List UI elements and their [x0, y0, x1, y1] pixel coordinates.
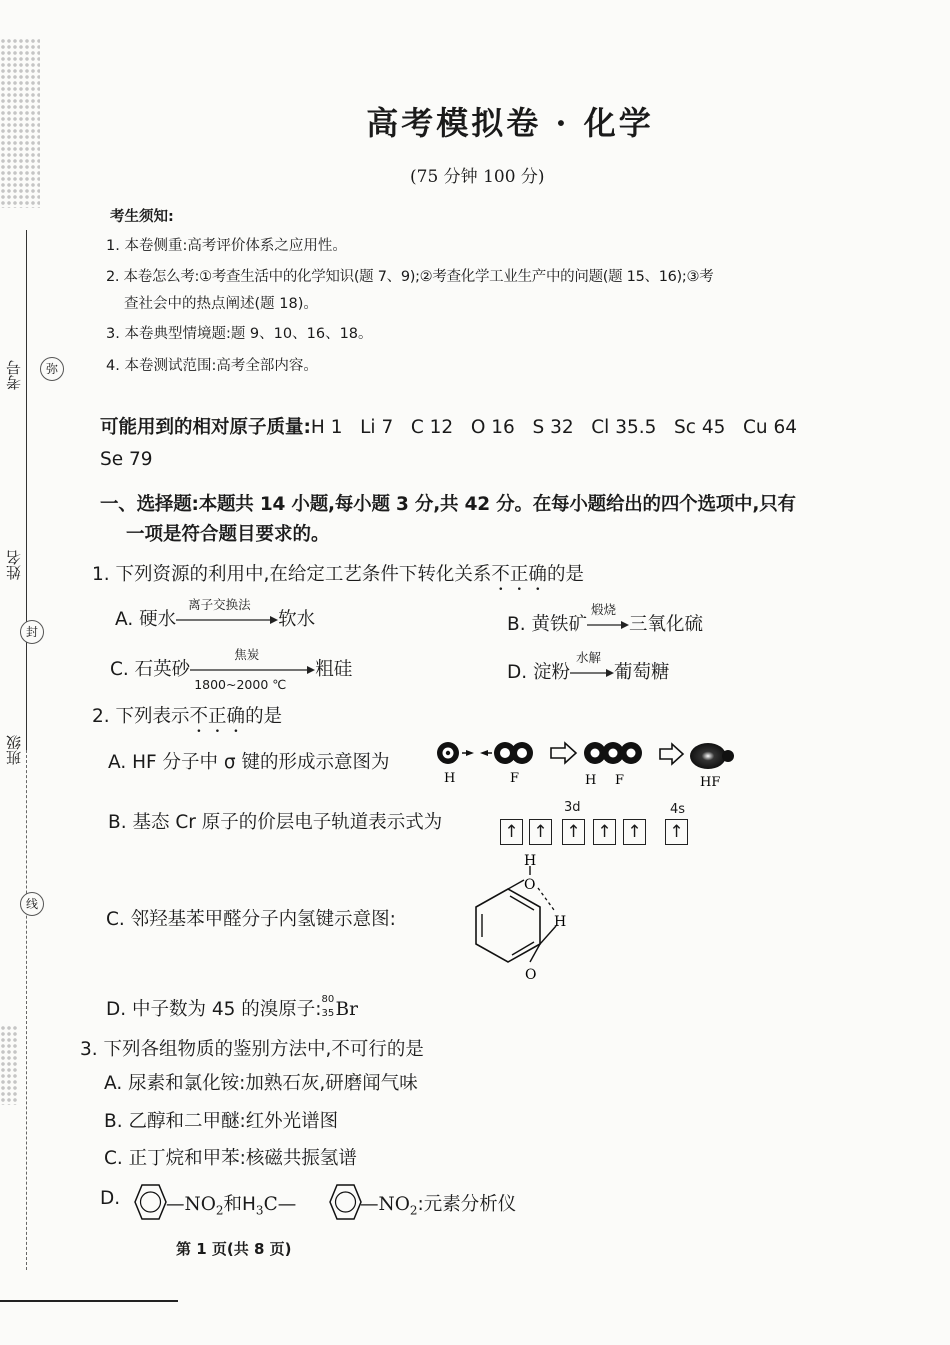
section1-heading-cont: 一项是符合题目要求的。	[126, 524, 330, 545]
hf-label-h2: H	[585, 773, 597, 788]
binding-line	[26, 230, 27, 750]
q3-option-b: B. 乙醇和二甲醚:红外光谱图	[104, 1111, 339, 1132]
hf-label-hf: HF	[700, 775, 721, 788]
seal-mark-mi: 弥	[40, 357, 64, 381]
q3-option-d-label: D.	[100, 1188, 121, 1209]
q1-c-from: C. 石英砂	[110, 659, 191, 680]
q2-d-text: D. 中子数为 45 的溴原子:	[106, 999, 322, 1020]
q1-b-from: B. 黄铁矿	[507, 614, 587, 635]
q1-c-condition-bottom: 1800~2000 ℃	[194, 677, 287, 692]
q1-stem-pre: 1. 下列资源的利用中,在给定工艺条件下转化关系	[92, 564, 492, 585]
q1-d-from: D. 淀粉	[507, 662, 571, 683]
class-label: 班级	[5, 735, 23, 765]
reaction-arrow-icon	[570, 666, 614, 680]
section1-heading: 一、选择题:本题共 14 小题,每小题 3 分,共 42 分。在每小题给出的四个选项中,只有	[100, 494, 796, 515]
q1-d-to: 葡萄糖	[614, 662, 670, 683]
atom-o-hydroxyl: O	[524, 877, 536, 893]
instruction-item-2-cont: 查社会中的热点阐述(题 18)。	[124, 296, 318, 312]
q3-option-d-formula-1	[166, 1190, 296, 1218]
q1-stem-emph: 不正确	[491, 564, 547, 585]
instruction-item-1: 1. 本卷侧重:高考评价体系之应用性。	[106, 238, 347, 254]
orbital-3d-label: 3d	[564, 800, 581, 815]
hydroxybenzaldehyde-structure	[446, 852, 576, 987]
orbital-3d-box-5: ↑	[623, 819, 646, 845]
nitro-sub-2: 2	[409, 1203, 418, 1218]
orbital-4s-box: ↑	[665, 819, 688, 845]
q1-stem-post: 的是	[546, 564, 584, 585]
atom-h-aldehyde: H	[554, 914, 567, 930]
q2-option-c-text: C. 邻羟基苯甲醛分子内氢键示意图:	[106, 909, 396, 930]
q1-c-to: 粗硅	[315, 659, 353, 680]
q2-stem-emph: 不正确	[189, 706, 246, 727]
instruction-item-4: 4. 本卷测试范围:高考全部内容。	[106, 358, 318, 374]
reaction-arrow-icon	[190, 663, 315, 677]
q1-a-condition: 离子交换法	[188, 597, 251, 612]
q2-option-a-text: A. HF 分子中 σ 键的形成示意图为	[108, 752, 390, 773]
orbital-4s-label: 4s	[670, 802, 686, 817]
binding-dashed-line	[26, 750, 27, 1270]
bottom-rule	[0, 1300, 178, 1302]
methyl-sub: 3	[255, 1203, 264, 1218]
methyl-carbon: C—	[263, 1194, 297, 1215]
q1-option-d	[507, 650, 670, 684]
q1-d-condition: 水解	[576, 650, 602, 665]
q3-option-d-formula-2	[360, 1190, 516, 1218]
q1-a-to: 软水	[278, 609, 316, 630]
q1-b-to: 三氧化硫	[628, 614, 703, 635]
q3-option-c: C. 正丁烷和甲苯:核磁共振氢谱	[104, 1148, 357, 1169]
nitro-sub-1: 2	[215, 1203, 224, 1218]
exam-no-label: 考号	[5, 360, 23, 390]
nitro-group-1: —NO	[166, 1194, 216, 1215]
nitro-group-2: —NO	[360, 1194, 410, 1215]
atom-o-aldehyde: O	[525, 967, 537, 983]
name-label: 姓名	[5, 550, 23, 580]
instruction-item-2: 2. 本卷怎么考:①考查生活中的化学知识(题 7、9);②考查化学工业生产中的问题(题 15、16);③考	[106, 269, 714, 285]
q2-stem	[92, 702, 282, 737]
q1-stem	[92, 560, 584, 595]
q1-b-condition: 煅烧	[590, 602, 616, 617]
bromine-atomic-number: 35	[321, 1008, 335, 1019]
bromine-symbol: Br	[335, 999, 358, 1020]
q1-a-from: A. 硬水	[115, 609, 177, 630]
q3-d-method: :元素分析仪	[417, 1194, 517, 1215]
hf-sigma-bond-diagram	[434, 738, 744, 788]
instructions-heading: 考生须知:	[110, 209, 174, 225]
seal-mark-xian: 线	[20, 892, 44, 916]
page-title: 高考模拟卷 · 化学	[366, 104, 654, 142]
atomic-masses-label: 可能用到的相对原子质量:	[100, 417, 311, 438]
q3-option-a: A. 尿素和氯化铵:加熟石灰,研磨闻气味	[104, 1073, 418, 1094]
binding-dots-bottom	[0, 1025, 18, 1105]
hf-label-f2: F	[615, 773, 625, 788]
q1-c-condition-top: 焦炭	[234, 647, 260, 662]
atomic-masses-values: H 1 Li 7 C 12 O 16 S 32 Cl 35.5 Sc 45 Cu 64	[310, 417, 798, 438]
exam-duration-score: (75 分钟 100 分)	[410, 167, 545, 187]
q1-option-b	[507, 602, 703, 636]
q2-stem-post: 的是	[245, 706, 283, 727]
instruction-item-3: 3. 本卷典型情境题:题 9、10、16、18。	[106, 326, 373, 342]
q1-option-a	[115, 597, 316, 631]
atomic-masses-values-2: Se 79	[100, 449, 153, 470]
reaction-arrow-icon	[587, 618, 629, 632]
q2-stem-pre: 2. 下列表示	[92, 706, 190, 727]
reaction-arrow-icon	[176, 613, 278, 627]
q1-option-c	[110, 647, 353, 692]
orbital-3d-box-2: ↑	[529, 819, 552, 845]
orbital-3d-box-1: ↑	[500, 819, 523, 845]
orbital-3d-box-4: ↑	[593, 819, 616, 845]
q2-option-b-text: B. 基态 Cr 原子的价层电子轨道表示式为	[108, 812, 443, 833]
bromine-mass-number: 80	[321, 994, 335, 1005]
seal-mark-feng: 封	[20, 620, 44, 644]
hf-label-h: H	[444, 771, 456, 786]
q3-d-and: 和H	[223, 1194, 256, 1215]
hf-label-f: F	[510, 771, 520, 786]
page-footer: 第 1 页(共 8 页)	[176, 1240, 292, 1258]
atomic-masses	[100, 413, 797, 439]
q3-stem: 3. 下列各组物质的鉴别方法中,不可行的是	[80, 1039, 424, 1060]
orbital-3d-box-3: ↑	[562, 819, 585, 845]
q2-option-d	[106, 995, 358, 1021]
atom-h-hydroxyl: H	[524, 853, 537, 869]
